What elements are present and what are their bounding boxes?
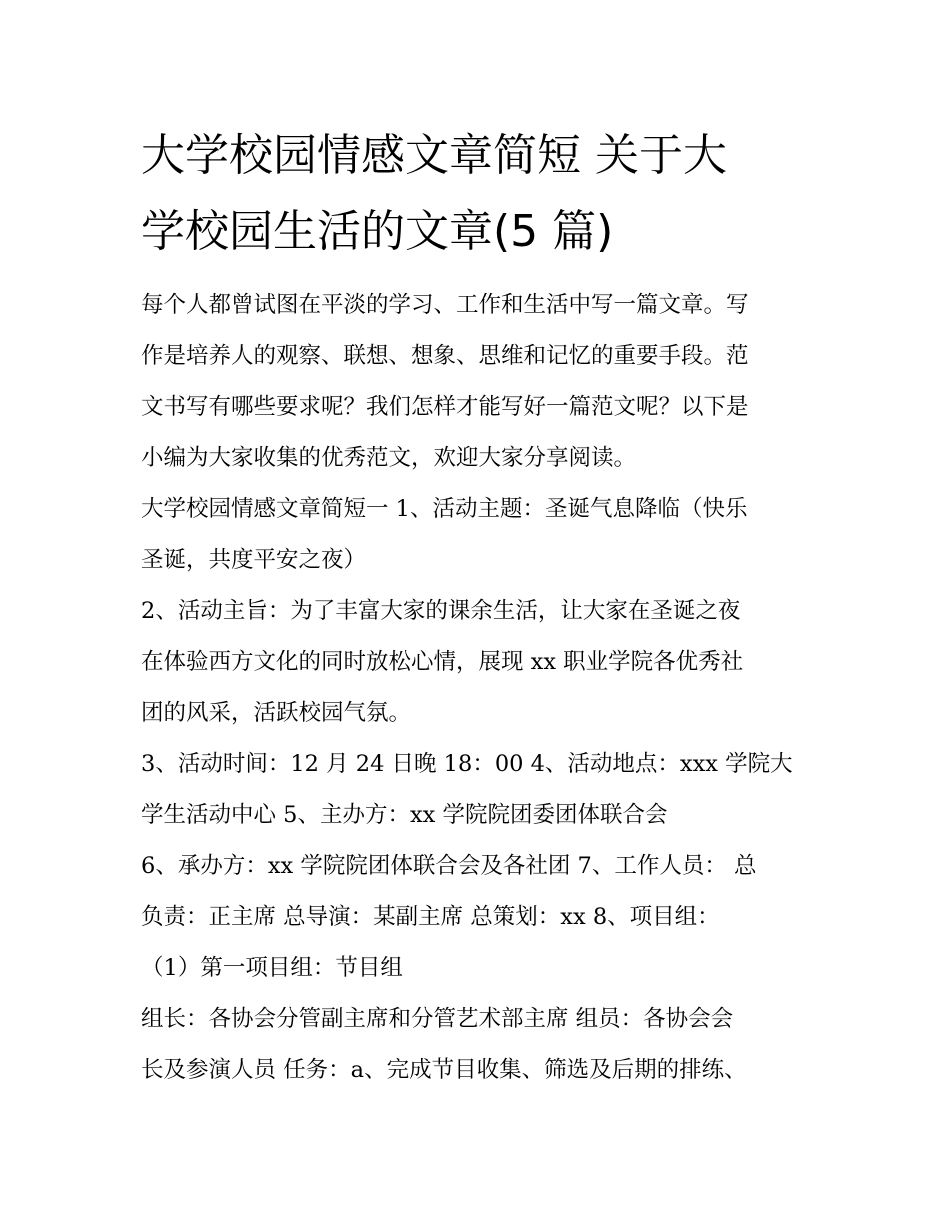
text-line: 在体验西方文化的同时放松心情，展现 xx 职业学院各优秀社 xyxy=(141,649,744,675)
text-line: 团的风采，活跃校园气氛。 xyxy=(141,700,412,726)
text-line: 圣诞，共度平安之夜） xyxy=(141,547,367,573)
text-line: 6、承办方：xx 学院院团体联合会及各社团 7、工作人员： 总 xyxy=(141,853,757,879)
text-line: 作是培养人的观察、联想、想象、思维和记忆的重要手段。范 xyxy=(141,343,749,369)
text-line: 每个人都曾试图在平淡的学习、工作和生活中写一篇文章。写 xyxy=(141,292,749,318)
text-line: 2、活动主旨：为了丰富大家的课余生活，让大家在圣诞之夜 xyxy=(141,598,741,624)
title-line-2: 学校园生活的文章(5 篇) xyxy=(141,206,614,257)
document-page xyxy=(141,0,813,1229)
text-line: 负责：正主席 总导演：某副主席 总策划：xx 8、项目组： xyxy=(141,904,720,930)
text-line: 文书写有哪些要求呢？我们怎样才能写好一篇范文呢？以下是 xyxy=(141,394,749,420)
text-line: 组长：各协会分管副主席和分管艺术部主席 组员：各协会会 xyxy=(141,1006,734,1032)
text-line: 小编为大家收集的优秀范文，欢迎大家分享阅读。 xyxy=(141,445,637,471)
title-line-1: 大学校园情感文章简短 关于大 xyxy=(141,130,727,181)
text-line: 长及参演人员 任务：a、完成节目收集、筛选及后期的排练、 xyxy=(141,1057,747,1083)
document-title xyxy=(141,118,813,270)
document-body xyxy=(141,280,813,1096)
text-line: 3、活动时间：12 月 24 日晚 18：00 4、活动地点：xxx 学院大 xyxy=(141,751,793,777)
text-line: 大学校园情感文章简短一 1、活动主题：圣诞气息降临（快乐 xyxy=(141,496,748,522)
text-line: （1）第一项目组：节目组 xyxy=(141,955,403,981)
text-line: 学生活动中心 5、主办方：xx 学院院团委团体联合会 xyxy=(141,802,668,828)
